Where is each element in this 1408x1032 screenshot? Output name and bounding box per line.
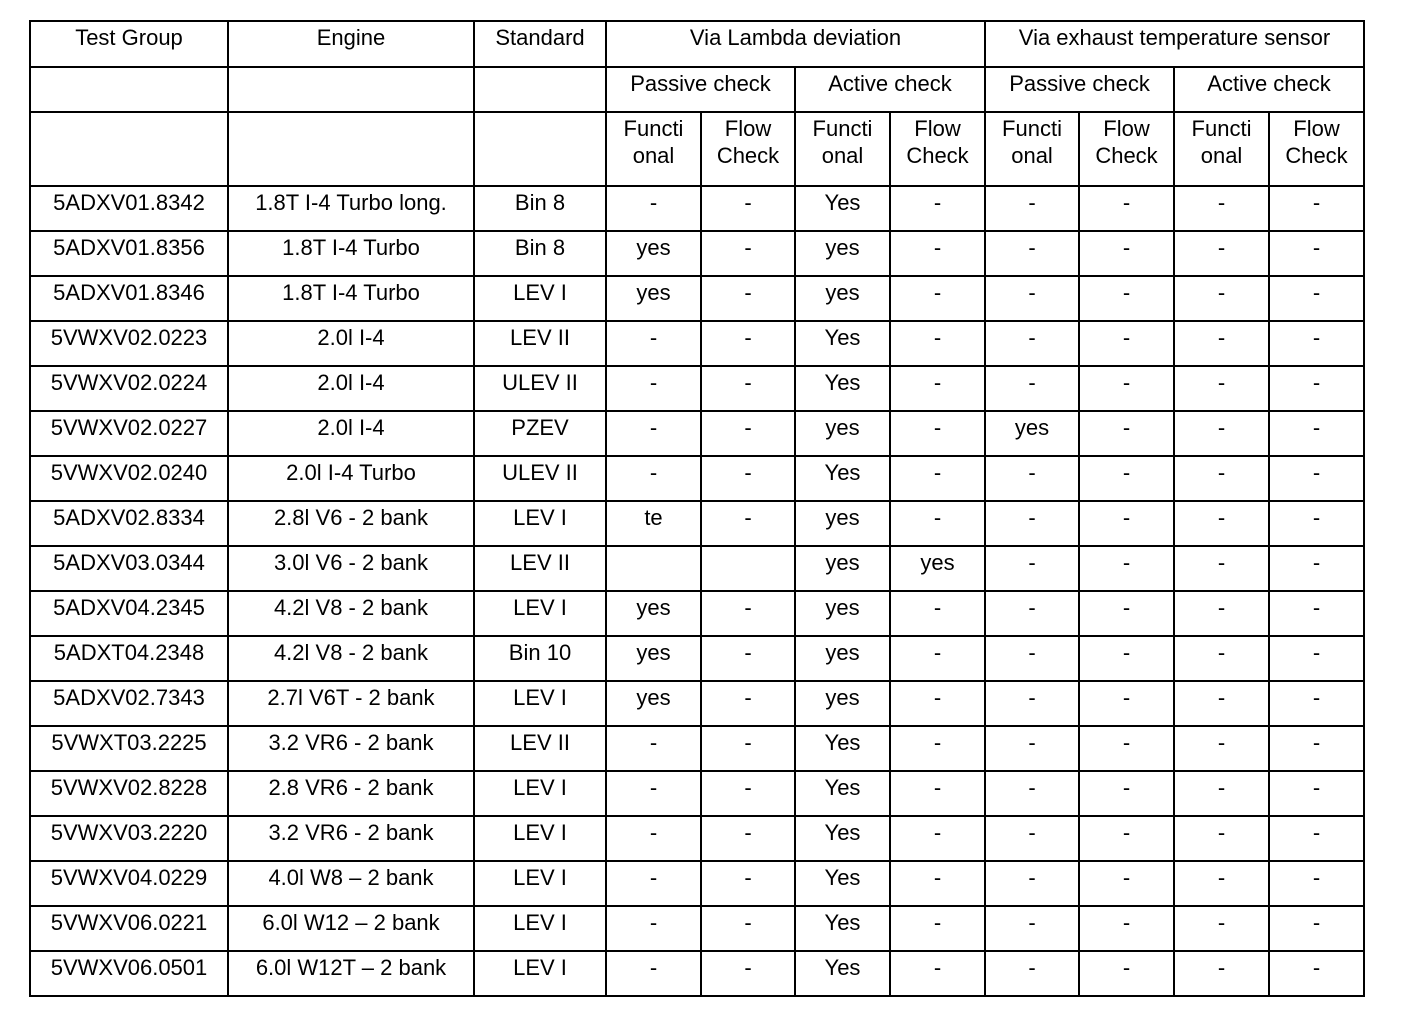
header-functional-line2: onal: [821, 143, 864, 168]
cell-exhaust-passive-functional: -: [985, 456, 1079, 501]
table-row: [30, 906, 1364, 951]
cell-lambda-active-functional: yes: [795, 231, 890, 276]
table-row: [30, 456, 1364, 501]
cell-lambda-active-functional: yes: [795, 546, 890, 591]
cell-lambda-active-functional: yes: [795, 591, 890, 636]
cell-exhaust-active-flow: -: [1269, 411, 1364, 456]
table-row: [30, 366, 1364, 411]
cell-exhaust-passive-functional: -: [985, 186, 1079, 231]
cell-engine: 3.2 VR6 - 2 bank: [228, 726, 474, 771]
cell-exhaust-active-flow: -: [1269, 951, 1364, 996]
table-row: [30, 501, 1364, 546]
cell-standard: Bin 8: [474, 186, 606, 231]
cell-exhaust-active-flow: -: [1269, 231, 1364, 276]
cell-lambda-active-functional: yes: [795, 411, 890, 456]
table-row: [30, 816, 1364, 861]
cell-lambda-active-functional: Yes: [795, 771, 890, 816]
cell-exhaust-passive-functional: -: [985, 726, 1079, 771]
cell-exhaust-active-functional: -: [1174, 906, 1269, 951]
cell-exhaust-active-flow: -: [1269, 906, 1364, 951]
table-row: [30, 231, 1364, 276]
cell-exhaust-active-functional: -: [1174, 276, 1269, 321]
cell-test-group: 5ADXT04.2348: [30, 636, 228, 681]
cell-lambda-passive-functional: -: [606, 951, 701, 996]
cell-exhaust-active-flow: -: [1269, 186, 1364, 231]
cell-standard: LEV I: [474, 816, 606, 861]
cell-exhaust-active-flow: -: [1269, 321, 1364, 366]
cell-exhaust-active-flow: -: [1269, 591, 1364, 636]
header-exhaust-active-check: Active check: [1174, 67, 1364, 112]
cell-lambda-active-flow: -: [890, 456, 985, 501]
cell-exhaust-active-functional: -: [1174, 861, 1269, 906]
cell-exhaust-passive-flow: -: [1079, 546, 1174, 591]
cell-exhaust-passive-flow: -: [1079, 321, 1174, 366]
table-row: [30, 276, 1364, 321]
cell-lambda-passive-flow: -: [701, 861, 795, 906]
cell-test-group: 5ADXV03.0344: [30, 546, 228, 591]
cell-lambda-passive-flow: -: [701, 321, 795, 366]
cell-lambda-active-flow: -: [890, 771, 985, 816]
cell-lambda-active-functional: Yes: [795, 186, 890, 231]
cell-lambda-passive-flow: -: [701, 726, 795, 771]
cell-test-group: 5VWXV02.8228: [30, 771, 228, 816]
cell-exhaust-active-flow: -: [1269, 366, 1364, 411]
cell-engine: 1.8T I-4 Turbo: [228, 276, 474, 321]
cell-exhaust-active-functional: -: [1174, 951, 1269, 996]
cell-lambda-active-flow: -: [890, 816, 985, 861]
header-functional: [795, 112, 890, 186]
cell-exhaust-active-flow: -: [1269, 276, 1364, 321]
header-flow-line2: Check: [1285, 143, 1348, 168]
cell-standard: ULEV II: [474, 456, 606, 501]
cell-engine: 2.8 VR6 - 2 bank: [228, 771, 474, 816]
cell-lambda-active-functional: Yes: [795, 366, 890, 411]
cell-lambda-passive-functional: -: [606, 321, 701, 366]
header-functional: [985, 112, 1079, 186]
cell-lambda-passive-functional: yes: [606, 636, 701, 681]
header-lambda-active-check: Active check: [795, 67, 985, 112]
cell-lambda-passive-flow: -: [701, 771, 795, 816]
table-row: [30, 591, 1364, 636]
cell-test-group: 5ADXV01.8342: [30, 186, 228, 231]
cell-engine: 4.2l V8 - 2 bank: [228, 591, 474, 636]
header-functional-line1: Functi: [812, 116, 873, 141]
cell-lambda-active-flow: -: [890, 321, 985, 366]
cell-engine: 2.0l I-4: [228, 321, 474, 366]
cell-engine: 2.0l I-4: [228, 366, 474, 411]
cell-lambda-passive-flow: -: [701, 636, 795, 681]
cell-lambda-passive-functional: yes: [606, 681, 701, 726]
cell-exhaust-passive-flow: -: [1079, 366, 1174, 411]
cell-exhaust-active-flow: -: [1269, 861, 1364, 906]
header-functional: [1174, 112, 1269, 186]
cell-exhaust-active-functional: -: [1174, 726, 1269, 771]
table-body: [30, 186, 1364, 996]
cell-exhaust-passive-flow: -: [1079, 411, 1174, 456]
cell-lambda-active-flow: -: [890, 411, 985, 456]
cell-lambda-active-flow: -: [890, 681, 985, 726]
cell-exhaust-active-flow: -: [1269, 546, 1364, 591]
cell-exhaust-active-functional: -: [1174, 366, 1269, 411]
cell-standard: LEV I: [474, 591, 606, 636]
cell-exhaust-passive-flow: -: [1079, 771, 1174, 816]
header-row-3: [30, 112, 1364, 186]
cell-lambda-active-flow: -: [890, 906, 985, 951]
cell-exhaust-passive-functional: -: [985, 501, 1079, 546]
cell-lambda-passive-functional: -: [606, 411, 701, 456]
header-flow-check: [1079, 112, 1174, 186]
cell-engine: 3.2 VR6 - 2 bank: [228, 816, 474, 861]
header-exhaust-passive-check: Passive check: [985, 67, 1174, 112]
header-flow-line1: Flow: [724, 116, 772, 141]
cell-lambda-passive-flow: -: [701, 276, 795, 321]
table-row: [30, 546, 1364, 591]
cell-exhaust-active-functional: -: [1174, 591, 1269, 636]
cell-standard: LEV II: [474, 546, 606, 591]
cell-lambda-passive-functional: -: [606, 861, 701, 906]
cell-lambda-active-flow: -: [890, 591, 985, 636]
cell-exhaust-active-functional: -: [1174, 681, 1269, 726]
cell-lambda-active-flow: -: [890, 726, 985, 771]
cell-lambda-passive-flow: -: [701, 591, 795, 636]
cell-standard: LEV I: [474, 501, 606, 546]
cell-lambda-active-functional: yes: [795, 501, 890, 546]
header-engine: Engine: [228, 21, 474, 67]
cell-lambda-passive-flow: -: [701, 951, 795, 996]
cell-test-group: 5VWXV02.0223: [30, 321, 228, 366]
cell-engine: 6.0l W12T – 2 bank: [228, 951, 474, 996]
cell-engine: 1.8T I-4 Turbo: [228, 231, 474, 276]
cell-exhaust-passive-functional: -: [985, 681, 1079, 726]
header-flow-line2: Check: [1095, 143, 1158, 168]
table-row: [30, 186, 1364, 231]
cell-standard: LEV II: [474, 321, 606, 366]
cell-test-group: 5VWXV02.0224: [30, 366, 228, 411]
cell-engine: 4.2l V8 - 2 bank: [228, 636, 474, 681]
cell-standard: Bin 10: [474, 636, 606, 681]
header-functional-line2: onal: [1200, 143, 1243, 168]
cell-exhaust-active-functional: -: [1174, 456, 1269, 501]
cell-exhaust-active-functional: -: [1174, 231, 1269, 276]
cell-exhaust-passive-functional: -: [985, 951, 1079, 996]
header-flow-line2: Check: [716, 143, 780, 168]
cell-engine: 4.0l W8 – 2 bank: [228, 861, 474, 906]
cell-exhaust-passive-flow: -: [1079, 276, 1174, 321]
cell-lambda-passive-functional: yes: [606, 231, 701, 276]
cell-lambda-passive-functional: -: [606, 771, 701, 816]
cell-lambda-active-functional: Yes: [795, 816, 890, 861]
cell-exhaust-active-functional: -: [1174, 816, 1269, 861]
cell-exhaust-passive-flow: -: [1079, 906, 1174, 951]
cell-test-group: 5VWXV03.2220: [30, 816, 228, 861]
cell-exhaust-active-functional: -: [1174, 186, 1269, 231]
cell-standard: LEV I: [474, 276, 606, 321]
cell-exhaust-active-flow: -: [1269, 681, 1364, 726]
cell-exhaust-passive-functional: -: [985, 546, 1079, 591]
header-blank-cell: [474, 67, 606, 112]
cell-exhaust-passive-functional: -: [985, 276, 1079, 321]
cell-exhaust-passive-functional: -: [985, 231, 1079, 276]
cell-exhaust-passive-flow: -: [1079, 456, 1174, 501]
cell-lambda-passive-functional: [606, 546, 701, 591]
cell-lambda-active-flow: -: [890, 276, 985, 321]
cell-exhaust-passive-functional: -: [985, 906, 1079, 951]
cell-engine: 2.0l I-4: [228, 411, 474, 456]
cell-lambda-passive-functional: te: [606, 501, 701, 546]
cell-test-group: 5VWXV02.0240: [30, 456, 228, 501]
cell-lambda-active-flow: yes: [890, 546, 985, 591]
header-via-exhaust: Via exhaust temperature sensor: [985, 21, 1364, 67]
table-row: [30, 321, 1364, 366]
cell-exhaust-active-functional: -: [1174, 636, 1269, 681]
cell-lambda-active-functional: yes: [795, 636, 890, 681]
header-functional-line1: Functi: [623, 116, 684, 141]
table-row: [30, 951, 1364, 996]
header-flow-line1: Flow: [1103, 116, 1150, 141]
header-blank-cell: [30, 67, 228, 112]
table-row: [30, 636, 1364, 681]
cell-exhaust-active-flow: -: [1269, 816, 1364, 861]
header-flow-line2: Check: [906, 143, 969, 168]
cell-exhaust-passive-functional: -: [985, 861, 1079, 906]
cell-exhaust-passive-flow: -: [1079, 726, 1174, 771]
cell-standard: ULEV II: [474, 366, 606, 411]
cell-exhaust-passive-functional: -: [985, 636, 1079, 681]
table-row: [30, 771, 1364, 816]
header-flow-line1: Flow: [1293, 116, 1340, 141]
cell-lambda-active-flow: -: [890, 636, 985, 681]
cell-lambda-active-functional: Yes: [795, 951, 890, 996]
cell-lambda-passive-flow: -: [701, 906, 795, 951]
cell-engine: 2.0l I-4 Turbo: [228, 456, 474, 501]
cell-lambda-passive-flow: [701, 546, 795, 591]
cell-test-group: 5VWXV02.0227: [30, 411, 228, 456]
cell-lambda-active-flow: -: [890, 501, 985, 546]
cell-test-group: 5VWXT03.2225: [30, 726, 228, 771]
cell-test-group: 5VWXV06.0501: [30, 951, 228, 996]
cell-exhaust-passive-flow: -: [1079, 861, 1174, 906]
table-row: [30, 861, 1364, 906]
header-blank-cell: [474, 112, 606, 186]
cell-exhaust-active-functional: -: [1174, 771, 1269, 816]
cell-exhaust-passive-functional: -: [985, 321, 1079, 366]
cell-lambda-passive-functional: -: [606, 816, 701, 861]
cell-exhaust-active-flow: -: [1269, 456, 1364, 501]
header-via-lambda: Via Lambda deviation: [606, 21, 985, 67]
header-functional-line2: onal: [632, 143, 675, 168]
cell-lambda-active-flow: -: [890, 186, 985, 231]
cell-lambda-passive-functional: yes: [606, 276, 701, 321]
header-flow-line1: Flow: [914, 116, 961, 141]
cell-lambda-passive-functional: -: [606, 456, 701, 501]
cell-exhaust-passive-flow: -: [1079, 816, 1174, 861]
cell-lambda-passive-functional: -: [606, 726, 701, 771]
cell-exhaust-passive-flow: -: [1079, 231, 1174, 276]
cell-standard: PZEV: [474, 411, 606, 456]
header-row-1: [30, 21, 1364, 67]
cell-standard: LEV I: [474, 951, 606, 996]
header-lambda-passive-check: Passive check: [606, 67, 795, 112]
header-test-group: Test Group: [30, 21, 228, 67]
header-standard: Standard: [474, 21, 606, 67]
cell-exhaust-active-functional: -: [1174, 546, 1269, 591]
cell-lambda-passive-functional: -: [606, 366, 701, 411]
cell-lambda-active-functional: Yes: [795, 456, 890, 501]
cell-exhaust-passive-flow: -: [1079, 951, 1174, 996]
cell-exhaust-passive-flow: -: [1079, 591, 1174, 636]
cell-exhaust-passive-flow: -: [1079, 681, 1174, 726]
monitoring-table: [29, 20, 1365, 997]
cell-lambda-passive-functional: -: [606, 186, 701, 231]
header-functional-line1: Functi: [1191, 116, 1252, 141]
cell-test-group: 5VWXV06.0221: [30, 906, 228, 951]
cell-lambda-passive-functional: -: [606, 906, 701, 951]
cell-lambda-active-flow: -: [890, 366, 985, 411]
cell-test-group: 5ADXV02.7343: [30, 681, 228, 726]
table-row: [30, 726, 1364, 771]
cell-lambda-active-flow: -: [890, 951, 985, 996]
header-blank-cell: [228, 112, 474, 186]
cell-exhaust-active-functional: -: [1174, 321, 1269, 366]
cell-engine: 6.0l W12 – 2 bank: [228, 906, 474, 951]
cell-lambda-passive-flow: -: [701, 186, 795, 231]
cell-test-group: 5ADXV01.8346: [30, 276, 228, 321]
cell-lambda-passive-flow: -: [701, 411, 795, 456]
cell-lambda-passive-functional: yes: [606, 591, 701, 636]
cell-lambda-passive-flow: -: [701, 816, 795, 861]
cell-standard: Bin 8: [474, 231, 606, 276]
cell-test-group: 5VWXV04.0229: [30, 861, 228, 906]
cell-test-group: 5ADXV02.8334: [30, 501, 228, 546]
cell-standard: LEV I: [474, 681, 606, 726]
cell-exhaust-passive-flow: -: [1079, 636, 1174, 681]
cell-exhaust-active-flow: -: [1269, 501, 1364, 546]
header-flow-check: [701, 112, 795, 186]
header-flow-check: [890, 112, 985, 186]
cell-lambda-active-functional: Yes: [795, 906, 890, 951]
cell-lambda-active-functional: yes: [795, 276, 890, 321]
cell-exhaust-passive-functional: -: [985, 591, 1079, 636]
header-flow-check: [1269, 112, 1364, 186]
header-functional: [606, 112, 701, 186]
cell-lambda-active-functional: Yes: [795, 861, 890, 906]
cell-exhaust-active-flow: -: [1269, 771, 1364, 816]
cell-exhaust-active-functional: -: [1174, 501, 1269, 546]
cell-exhaust-passive-functional: -: [985, 816, 1079, 861]
cell-lambda-active-flow: -: [890, 861, 985, 906]
cell-lambda-active-functional: Yes: [795, 726, 890, 771]
cell-exhaust-passive-functional: yes: [985, 411, 1079, 456]
cell-standard: LEV I: [474, 906, 606, 951]
cell-standard: LEV I: [474, 771, 606, 816]
cell-exhaust-passive-flow: -: [1079, 186, 1174, 231]
cell-lambda-active-flow: -: [890, 231, 985, 276]
header-blank-cell: [228, 67, 474, 112]
cell-lambda-active-functional: yes: [795, 681, 890, 726]
cell-exhaust-active-flow: -: [1269, 636, 1364, 681]
cell-exhaust-passive-flow: -: [1079, 501, 1174, 546]
table-row: [30, 681, 1364, 726]
cell-test-group: 5ADXV01.8356: [30, 231, 228, 276]
cell-lambda-passive-flow: -: [701, 366, 795, 411]
cell-engine: 2.7l V6T - 2 bank: [228, 681, 474, 726]
cell-lambda-passive-flow: -: [701, 681, 795, 726]
cell-lambda-passive-flow: -: [701, 231, 795, 276]
cell-exhaust-passive-functional: -: [985, 366, 1079, 411]
header-row-2: [30, 67, 1364, 112]
cell-exhaust-active-functional: -: [1174, 411, 1269, 456]
cell-exhaust-active-flow: -: [1269, 726, 1364, 771]
header-functional-line2: onal: [1011, 143, 1053, 168]
cell-exhaust-passive-functional: -: [985, 771, 1079, 816]
cell-engine: 3.0l V6 - 2 bank: [228, 546, 474, 591]
cell-lambda-passive-flow: -: [701, 456, 795, 501]
cell-lambda-active-functional: Yes: [795, 321, 890, 366]
cell-standard: LEV I: [474, 861, 606, 906]
cell-test-group: 5ADXV04.2345: [30, 591, 228, 636]
cell-standard: LEV II: [474, 726, 606, 771]
cell-engine: 2.8l V6 - 2 bank: [228, 501, 474, 546]
header-functional-line1: Functi: [1002, 116, 1062, 141]
cell-lambda-passive-flow: -: [701, 501, 795, 546]
cell-engine: 1.8T I-4 Turbo long.: [228, 186, 474, 231]
header-blank-cell: [30, 112, 228, 186]
table-row: [30, 411, 1364, 456]
